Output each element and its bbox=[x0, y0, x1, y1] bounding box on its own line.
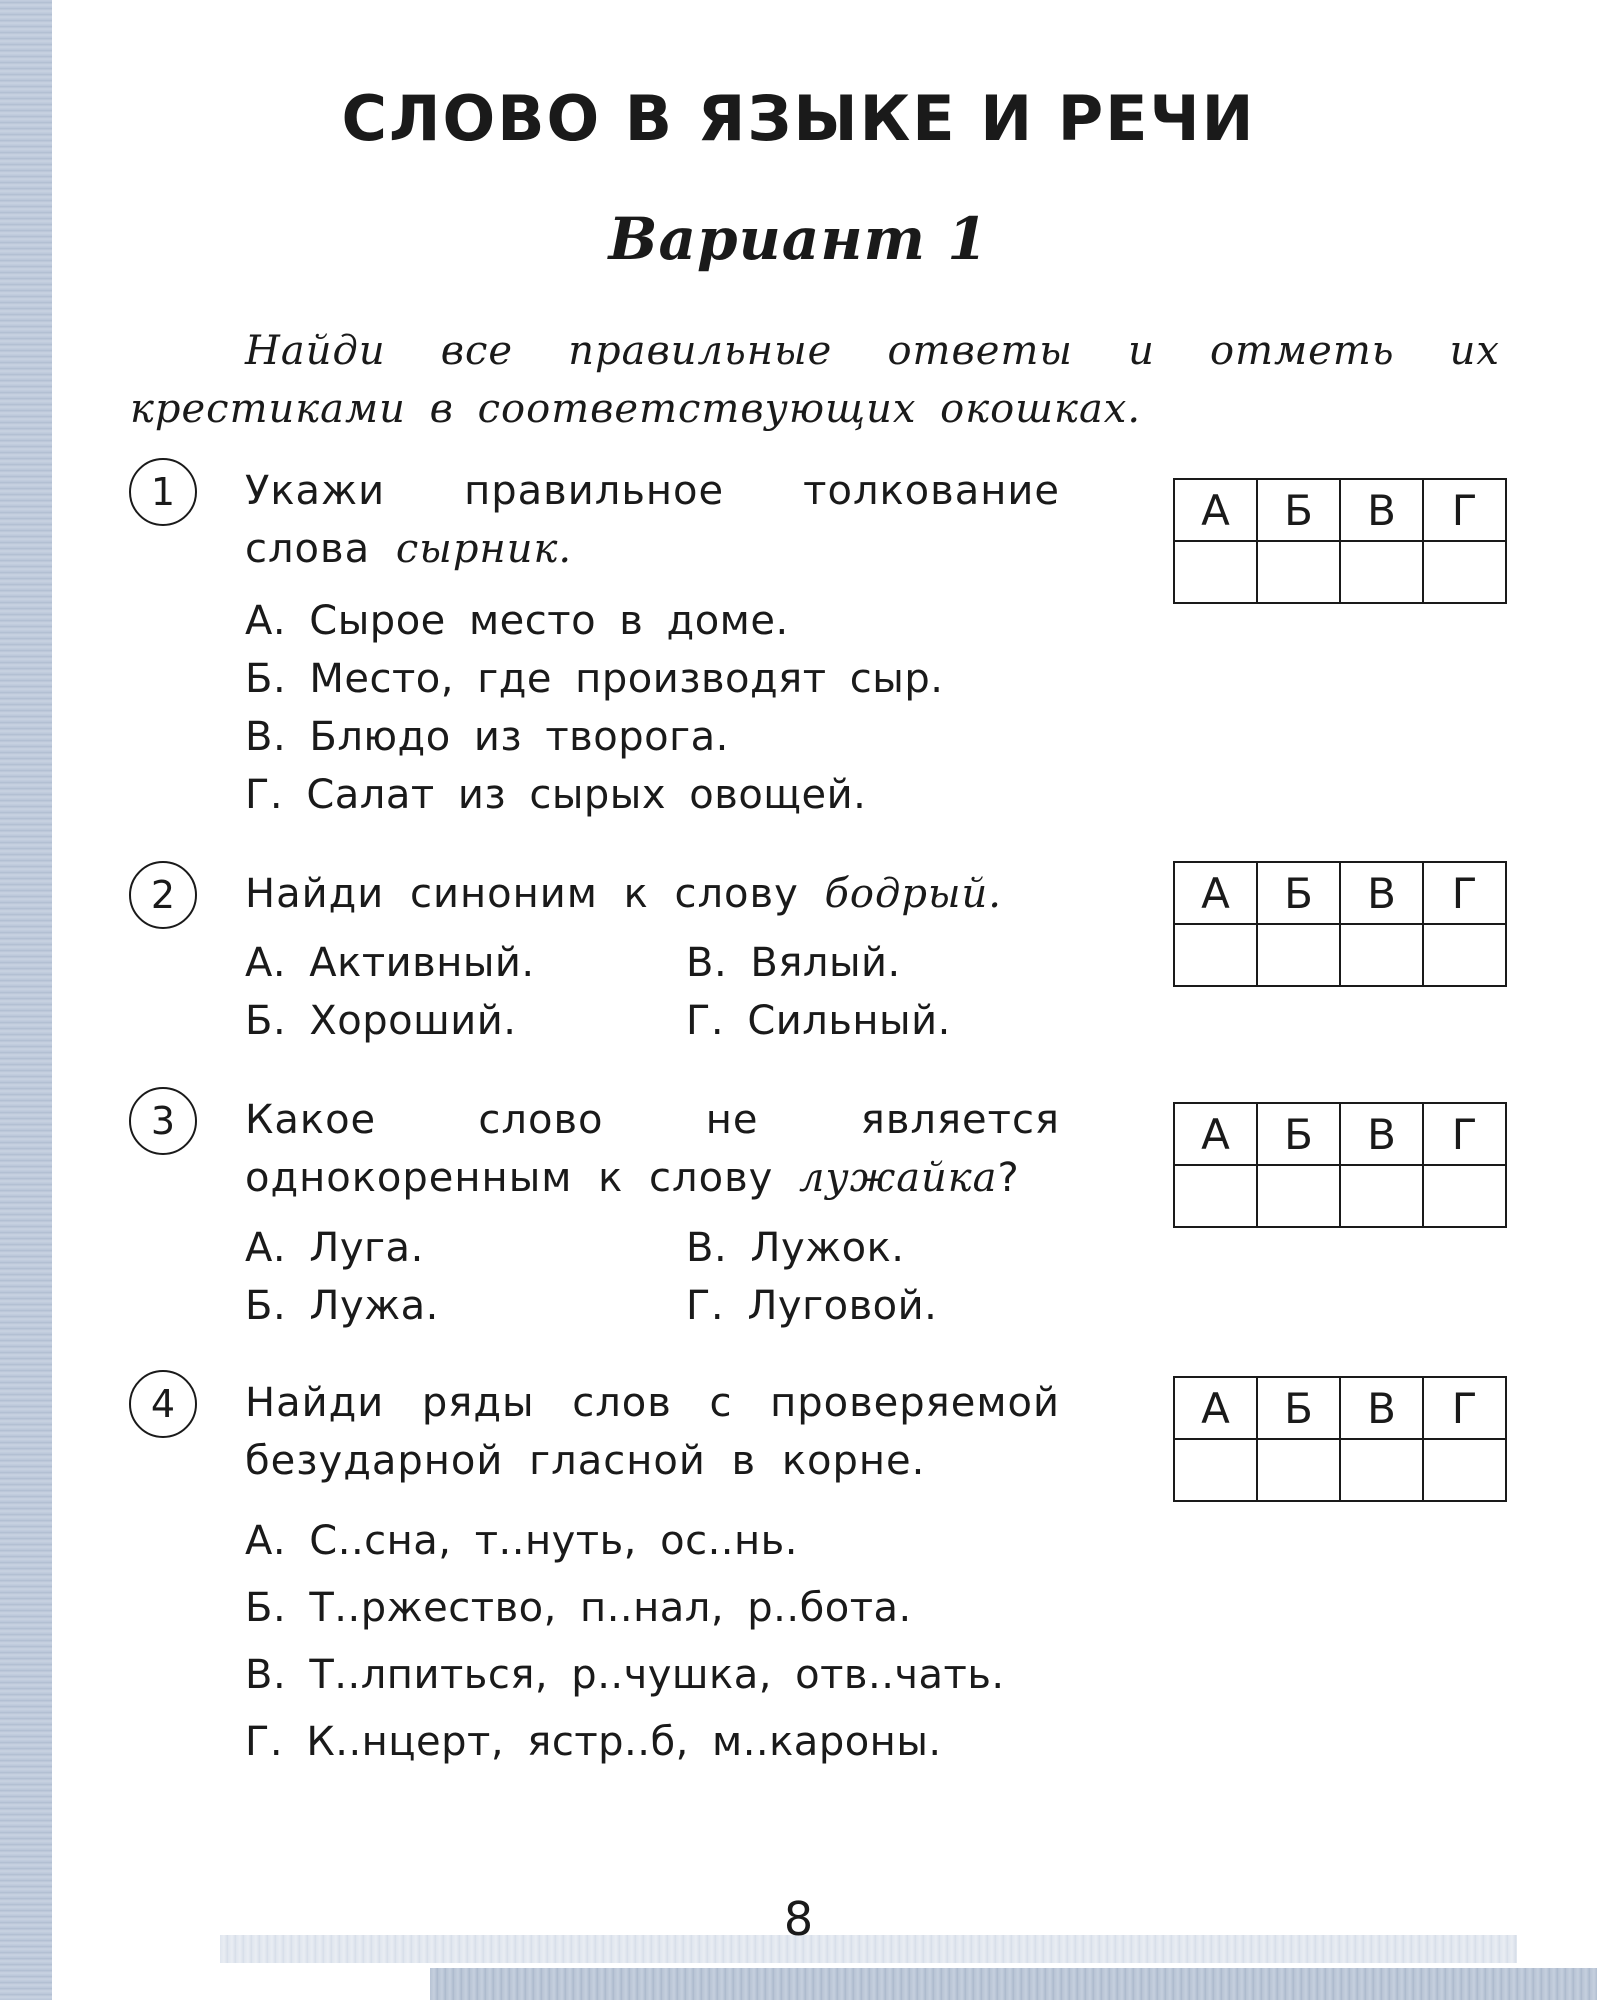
question-1-option-c: В. Блюдо из творога. bbox=[245, 714, 729, 760]
answer-grid-4 bbox=[1173, 1376, 1507, 1502]
grid-2-letter-a: А bbox=[1174, 862, 1257, 924]
grid-2-letter-c: В bbox=[1340, 862, 1423, 924]
answer-box-3-d[interactable] bbox=[1423, 1165, 1506, 1227]
answer-box-1-a[interactable] bbox=[1174, 541, 1257, 603]
question-2-option-c: В. Вялый. bbox=[686, 940, 901, 986]
answer-box-2-d[interactable] bbox=[1423, 924, 1506, 986]
instruction-text: Найди все правильные ответы и отметь их крестиками в соответствующих окошках. bbox=[130, 328, 1500, 432]
question-4-prompt: Найди ряды слов с проверяемой безударной гласной в корне. bbox=[245, 1380, 1060, 1484]
question-2-option-a: А. Активный. bbox=[245, 940, 535, 986]
answer-box-1-c[interactable] bbox=[1340, 541, 1423, 603]
question-3-text bbox=[245, 1091, 1060, 1207]
question-3-option-c: В. Лужок. bbox=[686, 1225, 905, 1271]
answer-box-2-b[interactable] bbox=[1257, 924, 1340, 986]
question-4-option-d: Г. К..нцерт, ястр..б, м..кароны. bbox=[245, 1719, 942, 1765]
grid-1-letter-a: А bbox=[1174, 479, 1257, 541]
answer-box-4-d[interactable] bbox=[1423, 1439, 1506, 1501]
scan-edge-left bbox=[0, 0, 52, 2000]
grid-2-letter-b: Б bbox=[1257, 862, 1340, 924]
answer-box-3-b[interactable] bbox=[1257, 1165, 1340, 1227]
variant-heading: Вариант 1 bbox=[608, 205, 989, 273]
question-1-word: сырник. bbox=[395, 526, 573, 572]
question-2-option-b: Б. Хороший. bbox=[245, 998, 517, 1044]
page-title: СЛОВО В ЯЗЫКЕ И РЕЧИ bbox=[341, 82, 1256, 155]
answer-box-1-b[interactable] bbox=[1257, 541, 1340, 603]
question-number-4: 4 bbox=[129, 1370, 197, 1438]
answer-box-3-a[interactable] bbox=[1174, 1165, 1257, 1227]
answer-box-4-c[interactable] bbox=[1340, 1439, 1423, 1501]
answer-box-4-a[interactable] bbox=[1174, 1439, 1257, 1501]
question-2-text bbox=[245, 865, 1060, 923]
question-number-1: 1 bbox=[129, 458, 197, 526]
grid-1-letter-b: Б bbox=[1257, 479, 1340, 541]
question-1-text bbox=[245, 462, 1060, 578]
answer-box-3-c[interactable] bbox=[1340, 1165, 1423, 1227]
answer-grid-3 bbox=[1173, 1102, 1507, 1228]
grid-3-letter-a: А bbox=[1174, 1103, 1257, 1165]
grid-1-letter-c: В bbox=[1340, 479, 1423, 541]
question-3-option-a: А. Луга. bbox=[245, 1225, 424, 1271]
scan-edge-bottom bbox=[430, 1968, 1597, 2000]
question-4-option-a: А. С..сна, т..нуть, ос..нь. bbox=[245, 1518, 798, 1564]
question-3-prompt: Какое слово не является однокоренным к слову bbox=[245, 1097, 1060, 1201]
question-4-option-c: В. Т..лпиться, р..чушка, отв..чать. bbox=[245, 1652, 1005, 1698]
question-3-option-d: Г. Луговой. bbox=[686, 1283, 938, 1329]
page-number: 8 bbox=[783, 1892, 814, 1946]
grid-3-letter-b: Б bbox=[1257, 1103, 1340, 1165]
question-2-prompt: Найди синоним к слову bbox=[245, 871, 799, 917]
question-4-text bbox=[245, 1374, 1060, 1490]
question-3-word: лужайка bbox=[799, 1155, 998, 1201]
grid-4-letter-a: А bbox=[1174, 1377, 1257, 1439]
grid-2-letter-d: Г bbox=[1423, 862, 1506, 924]
grid-4-letter-c: В bbox=[1340, 1377, 1423, 1439]
answer-box-4-b[interactable] bbox=[1257, 1439, 1340, 1501]
question-number-2: 2 bbox=[129, 861, 197, 929]
answer-box-1-d[interactable] bbox=[1423, 541, 1506, 603]
grid-4-letter-b: Б bbox=[1257, 1377, 1340, 1439]
grid-3-letter-c: В bbox=[1340, 1103, 1423, 1165]
question-3-option-b: Б. Лужа. bbox=[245, 1283, 439, 1329]
answer-grid-1 bbox=[1173, 478, 1507, 604]
question-2-option-d: Г. Сильный. bbox=[686, 998, 951, 1044]
question-3-punct: ? bbox=[997, 1155, 1020, 1201]
answer-box-2-a[interactable] bbox=[1174, 924, 1257, 986]
grid-3-letter-d: Г bbox=[1423, 1103, 1506, 1165]
answer-box-2-c[interactable] bbox=[1340, 924, 1423, 986]
question-4-option-b: Б. Т..ржество, п..нал, р..бота. bbox=[245, 1585, 912, 1631]
question-1-option-a: А. Сырое место в доме. bbox=[245, 598, 789, 644]
grid-4-letter-d: Г bbox=[1423, 1377, 1506, 1439]
question-1-prompt: Укажи правильное толкование слова bbox=[245, 468, 1060, 572]
question-1-option-d: Г. Салат из сырых овощей. bbox=[245, 772, 867, 818]
question-number-3: 3 bbox=[129, 1087, 197, 1155]
question-2-word: бодрый. bbox=[824, 871, 1002, 917]
question-1-option-b: Б. Место, где производят сыр. bbox=[245, 656, 944, 702]
answer-grid-2 bbox=[1173, 861, 1507, 987]
grid-1-letter-d: Г bbox=[1423, 479, 1506, 541]
